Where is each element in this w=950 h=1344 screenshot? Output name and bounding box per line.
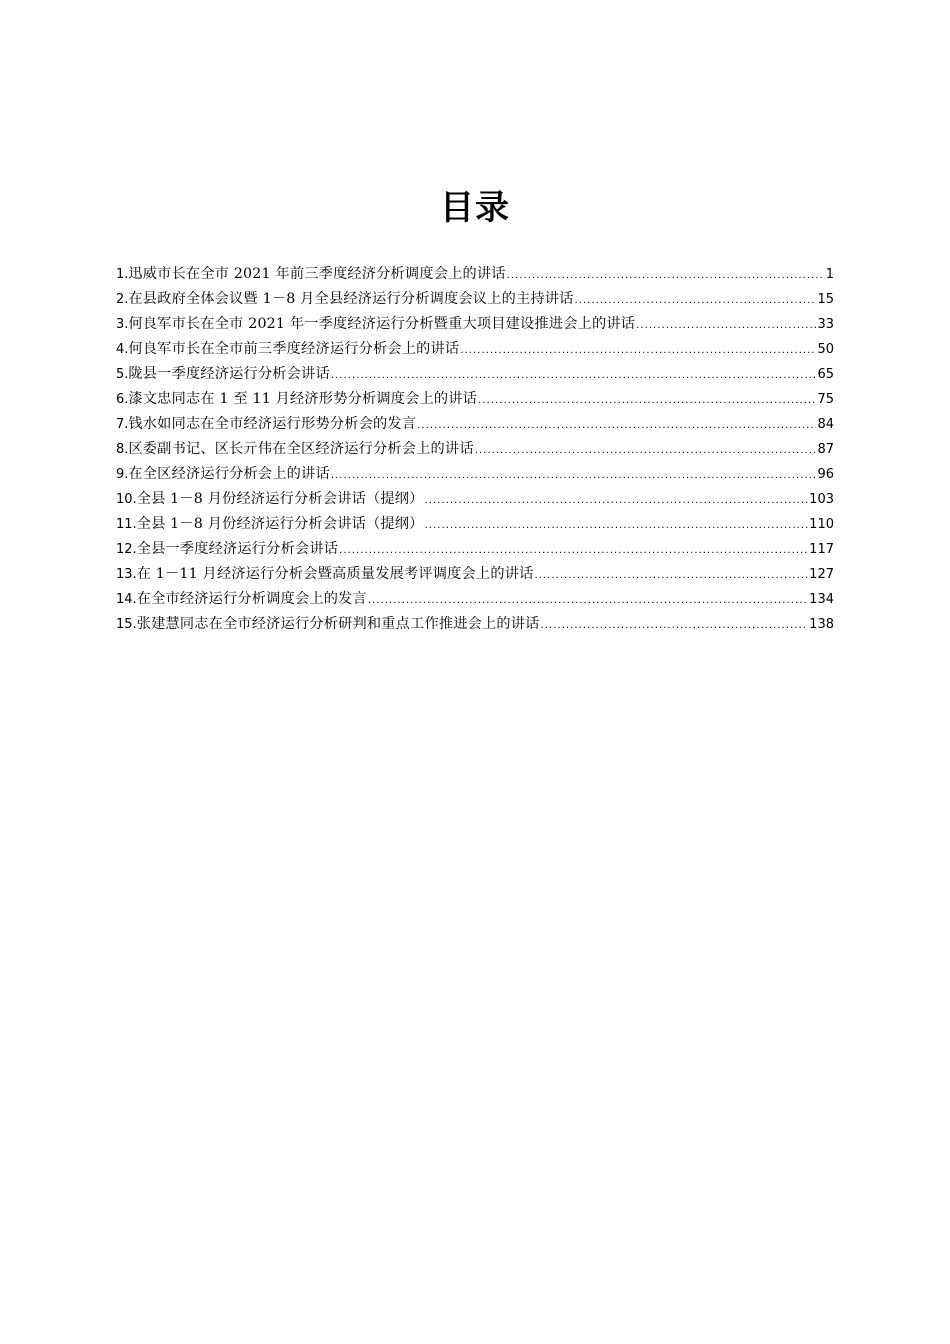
toc-entry[interactable] (116, 312, 834, 337)
toc-entry-page: 134 (809, 592, 834, 607)
toc-entry[interactable] (116, 512, 834, 537)
dot-leader (636, 313, 816, 338)
toc-entry-page: 65 (817, 367, 834, 382)
toc-entry-number: 10. (116, 492, 137, 507)
dot-leader (417, 413, 816, 438)
toc-entry[interactable] (116, 462, 834, 487)
dot-leader (331, 463, 817, 488)
toc-entry[interactable] (116, 487, 834, 512)
toc-entry-title: 陇县一季度经济运行分析会讲话 (128, 366, 330, 382)
toc-entry-title: 在县政府全体会议暨 1－8 月全县经济运行分析调度会议上的主持讲话 (128, 291, 574, 307)
toc-entry-page: 110 (809, 517, 834, 532)
toc-entry[interactable] (116, 562, 834, 587)
dot-leader (425, 488, 809, 513)
toc-entry-number: 2. (116, 292, 129, 307)
toc-entry-number: 11. (116, 517, 137, 532)
toc-entry[interactable] (116, 262, 834, 287)
toc-entry-page: 75 (817, 392, 834, 407)
toc-entry-title: 在全区经济运行分析会上的讲话 (128, 466, 330, 482)
toc-entry-title: 全县 1－8 月份经济运行分析会讲话（提纲） (136, 491, 424, 507)
toc-entry-title: 全县一季度经济运行分析会讲话 (136, 541, 339, 557)
toc-entry-title: 何良军市长在全市 2021 年一季度经济运行分析暨重大项目建设推进会上的讲话 (128, 316, 636, 332)
toc-entry-title: 何良军市长在全市前三季度经济运行分析会上的讲话 (128, 341, 460, 357)
dot-leader (534, 563, 808, 588)
toc-entry-page: 96 (817, 467, 834, 482)
toc-entry-number: 9. (116, 467, 129, 482)
toc-entry-title: 在 1－11 月经济运行分析会暨高质量发展考评调度会上的讲话 (136, 566, 534, 582)
toc-entry-number: 7. (116, 417, 129, 432)
toc-entry-title: 张建慧同志在全市经济运行分析研判和重点工作推进会上的讲话 (136, 616, 540, 632)
toc-entry[interactable] (116, 337, 834, 362)
toc-entry-page: 117 (809, 542, 834, 557)
toc-entry-number: 8. (116, 442, 129, 457)
toc-entry[interactable] (116, 587, 834, 612)
toc-entry-title: 迅威市长在全市 2021 年前三季度经济分析调度会上的讲话 (128, 266, 506, 282)
toc-entry[interactable] (116, 537, 834, 562)
toc-entry-page: 15 (817, 292, 834, 307)
toc-entry-number: 5. (116, 367, 129, 382)
toc-entry-number: 13. (116, 567, 137, 582)
toc-entry-title: 钱水如同志在全市经济运行形势分析会的发言 (128, 416, 417, 432)
toc-entry[interactable] (116, 362, 834, 387)
toc-entry[interactable] (116, 387, 834, 412)
toc-entry-page: 84 (817, 417, 834, 432)
dot-leader (460, 338, 816, 363)
toc-title: 目录 (440, 188, 510, 228)
toc-entry-title: 在全市经济运行分析调度会上的发言 (136, 591, 367, 607)
toc-entry-page: 103 (809, 492, 834, 507)
toc-entry[interactable] (116, 287, 834, 312)
toc-entry[interactable] (116, 412, 834, 437)
toc-entry-number: 4. (116, 342, 129, 357)
toc-entry-number: 3. (116, 317, 129, 332)
toc-entry-page: 33 (817, 317, 834, 332)
toc-entry-page: 138 (809, 617, 834, 632)
dot-leader (368, 588, 808, 613)
dot-leader (331, 363, 817, 388)
toc-entry-page: 1 (825, 267, 834, 282)
toc-entry-page: 50 (817, 342, 834, 357)
toc-entry-title: 漆文忠同志在 1 至 11 月经济形势分析调度会上的讲话 (128, 391, 478, 407)
toc-entry-number: 15. (116, 617, 137, 632)
toc-entry[interactable] (116, 612, 834, 637)
toc-entry-title: 区委副书记、区长亓伟在全区经济运行分析会上的讲话 (128, 441, 474, 457)
dot-leader (541, 613, 809, 638)
dot-leader (478, 388, 816, 413)
toc-list (116, 262, 834, 637)
toc-entry[interactable] (116, 437, 834, 462)
toc-entry-number: 1. (116, 267, 129, 282)
dot-leader (475, 438, 817, 463)
dot-leader (575, 288, 817, 313)
toc-entry-number: 6. (116, 392, 129, 407)
dot-leader (507, 263, 825, 288)
toc-entry-title: 全县 1－8 月份经济运行分析会讲话（提纲） (136, 516, 424, 532)
dot-leader (339, 538, 808, 563)
dot-leader (425, 513, 809, 538)
toc-entry-number: 14. (116, 592, 137, 607)
toc-entry-number: 12. (116, 542, 137, 557)
toc-entry-page: 87 (817, 442, 834, 457)
toc-entry-page: 127 (809, 567, 834, 582)
